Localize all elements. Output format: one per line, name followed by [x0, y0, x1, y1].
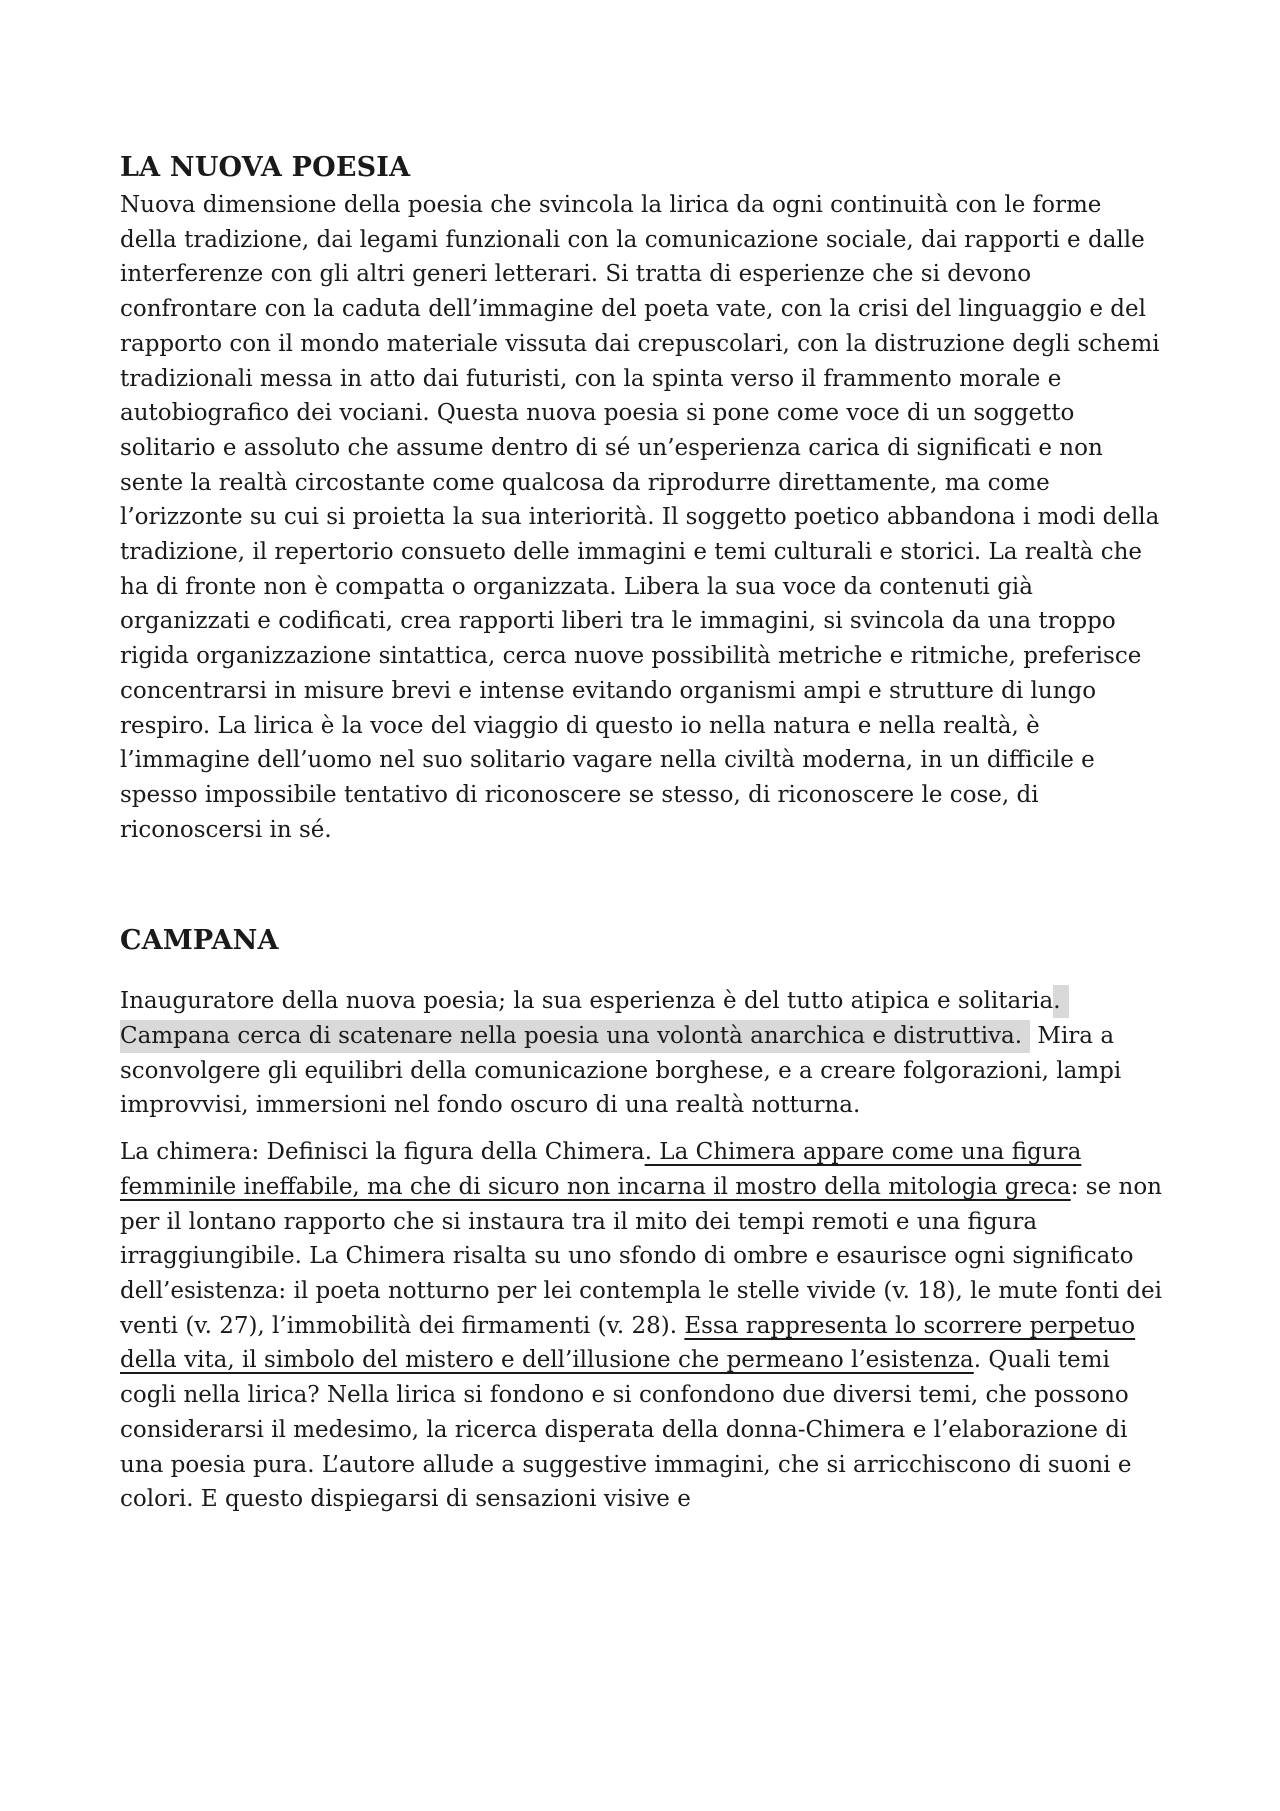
chimera-text-middle: : se non per il lontano rapporto che si instaura tra il mito dei tempi remoti e una figura irraggiungibile. La Chimera risalta su uno sfondo di ombre e esaurisce ogni significato dell’esistenza: il poeta notturno per lei contempla le stelle vivide (v. 18), le mute fonti dei venti (v. 27), l’immobilità dei firmamenti (v. 28). — [120, 1173, 1162, 1339]
paragraph-nuova-poesia: Nuova dimensione della poesia che svincola la lirica da ogni continuità con le forme della tradizione, dai legami funzionali con la comunicazione sociale, dai rapporti e dalle interferenze con gli altri generi letterari. Si tratta di esperienze che si devono confrontare con la caduta dell’immagine del poeta vate, con la crisi del linguaggio e del rapporto con il mondo materiale vissuta dai crepuscolari, con la distruzione degli schemi tradizionali messa in atto dai futuristi, con la spinta verso il frammento morale e autobiografico dei vociani. Questa nuova poesia si pone come voce di un soggetto solitario e assoluto che assume dentro di sé un’esperienza carica di significati e non sente la realtà circostante come qualcosa da riprodurre direttamente, ma come l’orizzonte su cui si proietta la sua interiorità. Il soggetto poetico abbandona i modi della tradizione, il repertorio consueto delle immagini e temi culturali e storici. La realtà che ha di fronte non è compatta o organizzata. Libera la sua voce da contenuti già organizzati e codificati, crea rapporti liberi tra le immagini, si svincola da una troppo rigida organizzazione sintattica, cerca nuove possibilità metriche e ritmiche, preferisce concentrarsi in misure brevi e intense evitando organismi ampi e strutture di lungo respiro. La lirica è la voce del viaggio di questo io nella natura e nella realtà, è l’immagine dell’uomo nel suo solitario vagare nella civiltà moderna, in un difficile e spesso impossibile tentativo di riconoscere se stesso, di riconoscere le cose, di riconoscersi in sé. — [120, 192, 1160, 843]
underlined-text-chimera-figure: . La Chimera appare come una figura femminile ineffabile, ma che di sicuro non incarna il mostro della mitologia greca — [120, 1139, 1082, 1200]
intro-text-end: Mira a sconvolgere gli equilibri della comunicazione borghese, e a creare folgorazioni, lampi improvvisi, immersioni nel fondo oscuro di una realtà notturna. — [120, 1023, 1122, 1119]
chimera-text-end: . Quali temi cogli nella lirica? Nella lirica si fondono e si confondono due diversi temi, che possono considerarsi il medesimo, la ricerca disperata della donna-Chimera e l’elaborazione di una poesia pura. L’autore allude a suggestive immagini, che si arricchiscono di suoni e colori. E questo dispiegarsi di sensazioni visive e — [120, 1347, 1132, 1513]
section-title-campana: CAMPANA — [120, 925, 279, 957]
underlined-text-chimera-meaning: Essa rappresenta lo scorrere perpetuo della vita, il simbolo del mistero e dell’illusione che permeano l’esistenza — [120, 1312, 1136, 1374]
document-page — [120, 148, 1165, 1517]
section-title-nuova-poesia: LA NUOVA POESIA — [120, 152, 411, 183]
highlighted-text: . Campana cerca di scatenare nella poesia una volontà anarchica e distruttiva. — [120, 985, 1069, 1053]
paragraph-campana-intro — [120, 984, 1165, 1123]
intro-text-start: Inauguratore della nuova poesia; la sua esperienza è del tutto atipica e solitaria — [120, 988, 1054, 1015]
paragraph-chimera — [120, 1135, 1165, 1517]
chimera-question: La chimera: Definisci la figura della Chimera — [120, 1139, 645, 1166]
